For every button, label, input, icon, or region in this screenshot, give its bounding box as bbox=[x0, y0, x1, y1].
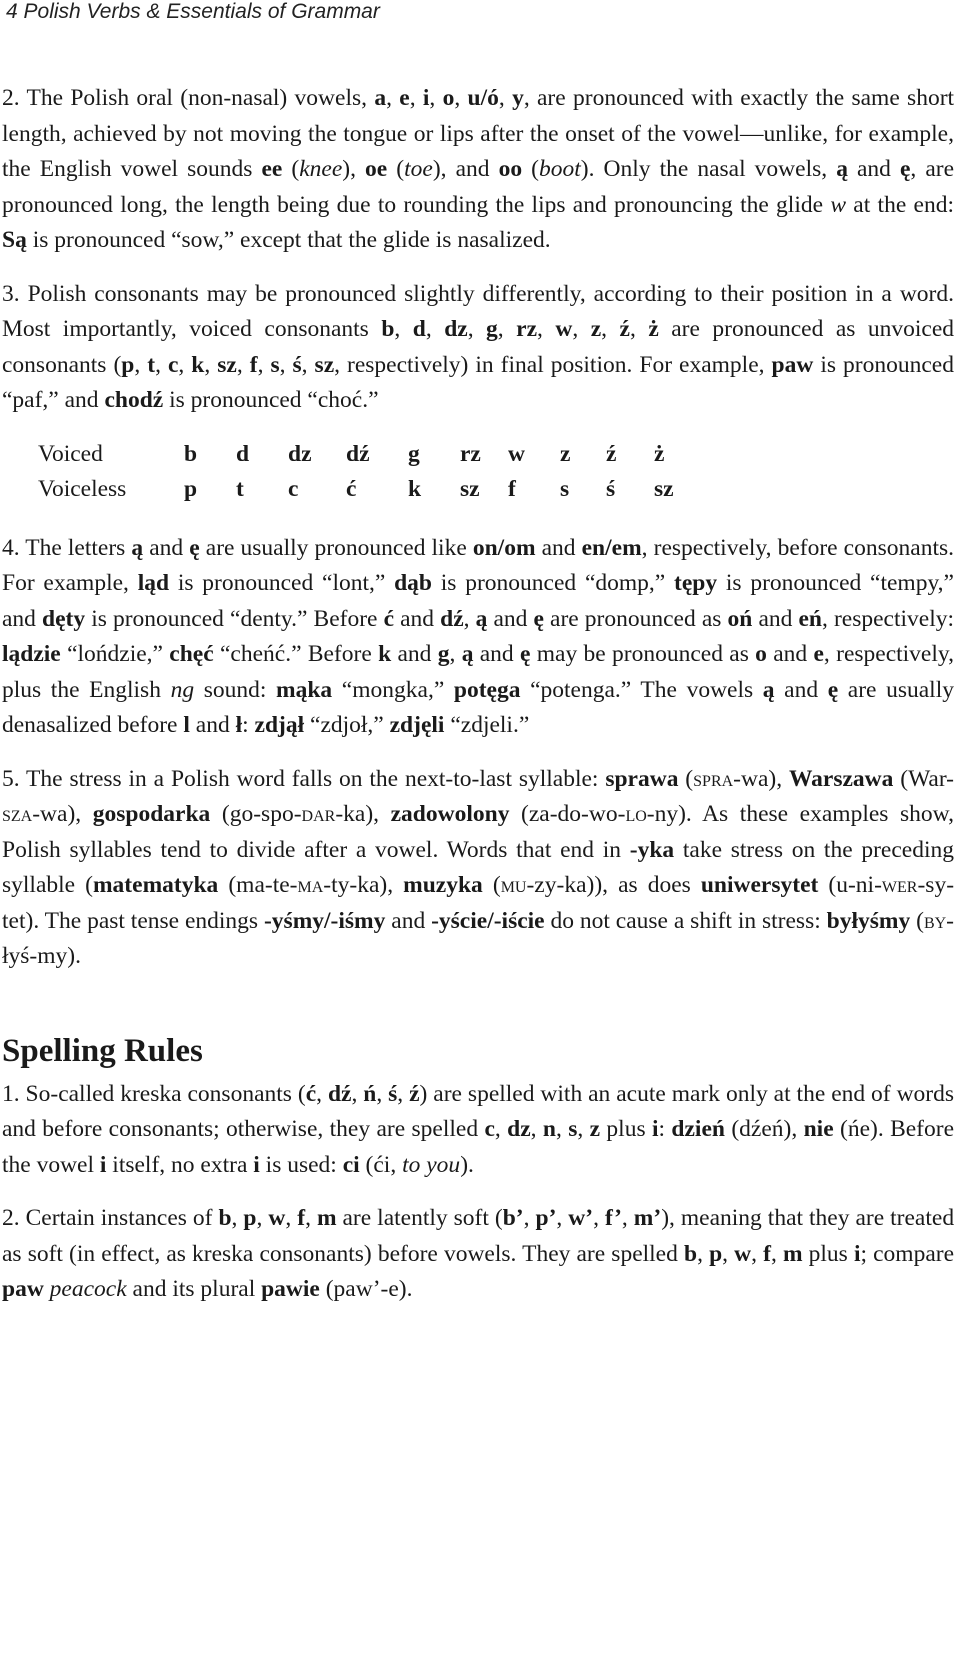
bold-term: k bbox=[378, 641, 392, 667]
text-run: (ma-te- bbox=[218, 872, 298, 898]
bold-term: zadowolony bbox=[390, 801, 510, 827]
bold-term: w bbox=[555, 316, 573, 342]
bold-term: sz bbox=[217, 351, 237, 378]
voiceless-cell: ś bbox=[606, 475, 616, 502]
bold-term: c bbox=[167, 351, 179, 378]
voiceless-cell: c bbox=[288, 475, 299, 502]
bold-term: e bbox=[813, 641, 824, 667]
bold-term: z bbox=[589, 1116, 601, 1142]
bold-term: s bbox=[270, 351, 280, 378]
text-run: 2. Certain instances of bbox=[2, 1205, 219, 1231]
text-run: ( bbox=[482, 872, 501, 898]
text-run: , bbox=[256, 1205, 269, 1231]
bold-term: p bbox=[121, 351, 135, 378]
text-run: and bbox=[391, 641, 438, 667]
bold-term: g bbox=[486, 316, 498, 342]
paragraph-stress bbox=[2, 762, 954, 975]
italic-term: knee bbox=[299, 156, 343, 182]
text-run: , bbox=[394, 316, 413, 342]
bold-term: ą bbox=[762, 676, 775, 703]
bold-term: ę bbox=[827, 676, 839, 703]
text-run: “mongka,” bbox=[332, 676, 454, 703]
bold-term: u/ó bbox=[467, 85, 499, 111]
text-run: (ńe). Before the vowel bbox=[2, 1116, 955, 1178]
text-run: , bbox=[305, 1205, 317, 1231]
bold-term: zdjął bbox=[254, 712, 305, 738]
text-run: , bbox=[449, 641, 462, 667]
text-run: : bbox=[658, 1116, 672, 1142]
text-run: and bbox=[774, 676, 828, 703]
text-run: and bbox=[473, 641, 520, 667]
voiceless-cell: sz bbox=[654, 475, 674, 502]
text-run: is pronounced “paf,” and bbox=[2, 351, 954, 413]
voiceless-row bbox=[38, 472, 694, 507]
bold-term: ź bbox=[619, 316, 630, 342]
bold-term: e bbox=[399, 85, 410, 111]
bold-term: b’ bbox=[502, 1205, 524, 1231]
text-run: ( bbox=[522, 156, 539, 182]
text-run: “zdjoł,” bbox=[304, 712, 390, 738]
bold-term: i bbox=[99, 1151, 107, 1178]
text-run: ), meaning that they are treated as soft (in effect, as kreska consonants) before vowels. They are spelled bbox=[2, 1205, 955, 1267]
bold-term: chęć bbox=[169, 641, 214, 667]
bold-term: dź bbox=[440, 605, 464, 632]
voiceless-label: Voiceless bbox=[38, 475, 127, 502]
bold-term: sprawa bbox=[605, 765, 679, 792]
text-run: , are pronounced long, the length being due to rounding the lips and pronouncing the glide bbox=[2, 156, 955, 218]
text-run: , bbox=[523, 1205, 536, 1231]
text-run: and bbox=[535, 534, 582, 561]
running-head: 4 Polish Verbs & Essentials of Grammar bbox=[6, 0, 380, 23]
text-run: do not cause a shift in stress: bbox=[544, 907, 827, 934]
text-run: ( bbox=[387, 156, 405, 182]
text-run: ; compare bbox=[860, 1240, 955, 1267]
text-run: , bbox=[429, 85, 443, 111]
text-run: at the end: bbox=[846, 191, 954, 218]
text-run: , bbox=[555, 1116, 569, 1142]
bold-term: -yście/-iście bbox=[431, 907, 545, 934]
voiced-cell: w bbox=[508, 440, 525, 467]
text-run: , bbox=[204, 351, 218, 378]
text-run: -sy-tet). The past tense endings bbox=[2, 872, 955, 934]
bold-term: l bbox=[183, 712, 190, 738]
text-run: are pronounced as unvoiced consonants ( bbox=[2, 316, 955, 378]
bold-term: oe bbox=[365, 156, 388, 182]
bold-term: c bbox=[484, 1116, 495, 1142]
bold-term: w bbox=[268, 1205, 286, 1231]
text-run: (ći, bbox=[359, 1151, 403, 1178]
voiced-cell: z bbox=[560, 440, 571, 467]
text-run: , bbox=[494, 1116, 508, 1142]
text-run: , bbox=[697, 1240, 710, 1267]
text-run: 2. The Polish oral (non-nasal) vowels, bbox=[2, 85, 375, 111]
bold-term: pawie bbox=[261, 1276, 320, 1302]
text-run: is pronounced “sow,” except that the glide is nasalized. bbox=[26, 227, 551, 253]
text-run: is pronounced “domp,” bbox=[431, 570, 674, 596]
italic-term: ng bbox=[170, 676, 195, 703]
text-run: -zy-ka)), as does bbox=[526, 872, 701, 898]
bold-term: s bbox=[568, 1116, 578, 1142]
voiced-cell: g bbox=[408, 440, 420, 467]
text-run: ( bbox=[910, 907, 924, 934]
text-run: take stress on the preceding syllable ( bbox=[2, 836, 954, 898]
stressed-syllable: ma bbox=[297, 872, 324, 898]
stressed-syllable: lo bbox=[625, 801, 647, 827]
text-run: and its plural bbox=[126, 1276, 262, 1302]
text-run: 5. The stress in a Polish word falls on the next-to-last syllable: bbox=[2, 765, 606, 792]
text-run: and bbox=[189, 712, 236, 738]
bold-term: i bbox=[651, 1116, 659, 1142]
bold-term: ee bbox=[261, 156, 283, 182]
bold-term: muzyka bbox=[403, 872, 483, 898]
text-run: , bbox=[134, 351, 148, 378]
bold-term: n bbox=[542, 1116, 556, 1142]
bold-term: tępy bbox=[674, 570, 718, 596]
bold-term: uniwersytet bbox=[700, 872, 819, 898]
text-run: is pronounced “tempy,” and bbox=[2, 570, 954, 632]
text-run: is pronounced “lont,” bbox=[169, 570, 395, 596]
text-run: and bbox=[385, 907, 432, 934]
text-run: , bbox=[463, 605, 476, 632]
text-run: ( bbox=[678, 765, 694, 792]
bold-term: gospodarka bbox=[92, 801, 211, 827]
bold-term: p’ bbox=[535, 1205, 557, 1231]
text-run: , bbox=[351, 1080, 364, 1107]
voiceless-cell: p bbox=[184, 475, 198, 502]
bold-term: k bbox=[191, 351, 205, 378]
voiced-label: Voiced bbox=[38, 440, 103, 467]
bold-term: p bbox=[243, 1205, 257, 1231]
voiced-cell: dź bbox=[346, 440, 370, 467]
bold-term: a bbox=[374, 85, 387, 111]
bold-term: dz bbox=[444, 316, 468, 342]
text-run: , bbox=[498, 85, 513, 111]
voiced-row bbox=[38, 437, 694, 472]
text-run: (dźeń), bbox=[724, 1116, 804, 1142]
text-run: , respectively, plus the English bbox=[2, 641, 954, 703]
bold-term: f bbox=[249, 351, 258, 378]
text-run: , bbox=[316, 1080, 328, 1107]
bold-term: b bbox=[218, 1205, 232, 1231]
text-run: 4. The letters bbox=[2, 534, 132, 561]
text-run: ). bbox=[460, 1151, 474, 1178]
bold-term: p bbox=[709, 1240, 723, 1267]
bold-term: ś bbox=[292, 351, 302, 378]
text-run: , respectively, before consonants. For example, bbox=[2, 534, 954, 596]
bold-term: ą bbox=[461, 641, 474, 667]
text-run: itself, no extra bbox=[106, 1151, 254, 1178]
text-run: , bbox=[770, 1240, 783, 1267]
text-run: , respectively: bbox=[821, 605, 954, 632]
bold-term: chodź bbox=[104, 387, 164, 413]
text-run: , respectively) in final position. For example, bbox=[334, 351, 772, 378]
text-run: (u-ni- bbox=[818, 872, 882, 898]
text-run: and bbox=[766, 641, 814, 667]
stressed-syllable: sza bbox=[2, 801, 33, 827]
text-run: , bbox=[301, 351, 315, 378]
text-run: , bbox=[376, 1080, 389, 1107]
bold-term: w’ bbox=[568, 1205, 594, 1231]
text-run: , bbox=[577, 1116, 590, 1142]
bold-term: ę bbox=[533, 605, 544, 632]
bold-term: -yśmy/-iśmy bbox=[263, 907, 386, 934]
text-run: plus bbox=[802, 1240, 854, 1267]
text-run: ( bbox=[282, 156, 300, 182]
bold-term: m’ bbox=[633, 1205, 662, 1231]
bold-term: y bbox=[512, 85, 524, 111]
bold-term: o bbox=[442, 85, 455, 111]
text-run: , bbox=[497, 316, 517, 342]
bold-term: zdjęli bbox=[389, 712, 445, 738]
bold-term: t bbox=[147, 351, 156, 378]
text-run: -ny). As these examples show, Polish syllables tend to divide after a vowel. Words that end in bbox=[2, 801, 954, 863]
stressed-syllable: dar bbox=[301, 801, 336, 827]
text-run: , bbox=[629, 316, 649, 342]
paragraph-kreska-consonants bbox=[2, 1077, 954, 1184]
text-run: and bbox=[847, 156, 900, 182]
bold-term: ż bbox=[648, 316, 659, 342]
text-run: is used: bbox=[259, 1151, 343, 1178]
bold-term: oń bbox=[727, 605, 753, 632]
text-run: , are pronounced with exactly the same short length, achieved by not moving the tongue or lips after the onset of the vowel—unlike, for example, the English vowel sounds bbox=[2, 85, 955, 182]
text-run: , bbox=[537, 316, 556, 342]
bold-term: m bbox=[316, 1205, 337, 1231]
bold-term: d bbox=[412, 316, 426, 342]
text-run: is pronounced “choć.” bbox=[163, 387, 379, 413]
bold-term: b bbox=[683, 1240, 698, 1267]
text-run: , bbox=[236, 351, 250, 378]
text-run: sound: bbox=[194, 676, 277, 703]
bold-term: potęga bbox=[453, 676, 521, 703]
bold-term: ci bbox=[342, 1151, 360, 1178]
text-run: “potenga.” The vowels bbox=[520, 676, 763, 703]
voiceless-cell: k bbox=[408, 475, 422, 502]
text-run: , bbox=[178, 351, 192, 378]
text-run: and bbox=[752, 605, 799, 632]
text-run: , bbox=[425, 316, 445, 342]
bold-term: o bbox=[755, 641, 767, 667]
text-run: and bbox=[394, 605, 441, 632]
bold-term: sz bbox=[314, 351, 335, 378]
bold-term: ląd bbox=[137, 570, 170, 596]
bold-term: f’ bbox=[604, 1205, 622, 1231]
voiceless-cell: t bbox=[236, 475, 244, 502]
bold-term: dęty bbox=[42, 605, 86, 632]
stressed-syllable: mu bbox=[500, 872, 527, 898]
text-run: , bbox=[593, 1205, 605, 1231]
bold-term: ń bbox=[363, 1080, 377, 1107]
text-run: are usually denasalized before bbox=[2, 676, 954, 738]
text-run: “cheńć.” Before bbox=[213, 641, 379, 667]
bold-term: ć bbox=[383, 605, 394, 632]
voiced-cell: dz bbox=[288, 440, 312, 467]
bold-term: on/om bbox=[472, 534, 536, 561]
text-run: (paw’-e). bbox=[319, 1276, 413, 1302]
text-run: (War- bbox=[893, 765, 954, 792]
bold-term: ś bbox=[388, 1080, 398, 1107]
voiceless-cell: sz bbox=[460, 475, 480, 502]
voiceless-cell: s bbox=[560, 475, 570, 502]
paragraph-latently-soft bbox=[2, 1201, 954, 1308]
italic-term: to you bbox=[402, 1151, 461, 1178]
bold-term: dz bbox=[507, 1116, 531, 1142]
bold-term: matematyka bbox=[92, 872, 219, 898]
stressed-syllable: by bbox=[923, 907, 947, 934]
bold-term: dź bbox=[327, 1080, 352, 1107]
text-run: are usually pronounced like bbox=[199, 534, 473, 561]
bold-term: ł bbox=[235, 712, 243, 738]
text-run: , bbox=[155, 351, 168, 378]
italic-term: toe bbox=[404, 156, 433, 182]
text-run: , bbox=[722, 1240, 735, 1267]
text-run: , bbox=[397, 1080, 410, 1107]
text-run: , bbox=[454, 85, 468, 111]
bold-term: Warszawa bbox=[788, 765, 894, 792]
text-run: , bbox=[409, 85, 423, 111]
voiced-cell: d bbox=[236, 440, 250, 467]
voiced-cell: rz bbox=[460, 440, 481, 467]
text-run: , bbox=[751, 1240, 764, 1267]
text-run: ) are spelled with an acute mark only at the end of words and before consonants; otherwise, they are spelled bbox=[2, 1080, 955, 1142]
bold-term: mąka bbox=[276, 676, 333, 703]
bold-term: ć bbox=[305, 1080, 317, 1107]
bold-term: ę bbox=[899, 156, 911, 182]
bold-term: -yka bbox=[629, 836, 675, 863]
italic-term: boot bbox=[538, 156, 581, 182]
text-run: are latently soft ( bbox=[336, 1205, 503, 1231]
text-run: 1. So-called kreska consonants ( bbox=[2, 1080, 306, 1107]
text-run: , bbox=[467, 316, 487, 342]
text-run: and bbox=[143, 534, 190, 561]
text-run: ), and bbox=[432, 156, 499, 182]
bold-term: m bbox=[782, 1240, 803, 1267]
bold-term: g bbox=[437, 641, 450, 667]
text-run: , bbox=[285, 1205, 298, 1231]
text-run: ). Only the nasal vowels, bbox=[580, 156, 837, 182]
text-run: , bbox=[572, 316, 591, 342]
italic-term: peacock bbox=[49, 1276, 127, 1302]
bold-term: ę bbox=[520, 641, 531, 667]
text-run: may be pronounced as bbox=[530, 641, 756, 667]
bold-term: Są bbox=[2, 227, 27, 253]
stressed-syllable: spra bbox=[693, 765, 734, 792]
voiced-cell: ź bbox=[606, 440, 617, 467]
text-run: and bbox=[487, 605, 534, 632]
stressed-syllable: wer bbox=[881, 872, 918, 898]
text-run: -wa), bbox=[733, 765, 789, 792]
text-run: , bbox=[556, 1205, 569, 1231]
bold-term: ę bbox=[189, 534, 200, 561]
bold-term: byłyśmy bbox=[826, 907, 911, 934]
bold-term: i bbox=[422, 85, 430, 111]
bold-term: z bbox=[590, 316, 602, 342]
section-heading: Spelling Rules bbox=[2, 1032, 203, 1069]
text-run: , bbox=[257, 351, 271, 378]
paragraph-consonant-devoicing bbox=[2, 277, 954, 419]
voicing-table bbox=[38, 437, 694, 507]
page-body bbox=[2, 81, 954, 1326]
text-run: : bbox=[242, 712, 255, 738]
bold-term: w bbox=[734, 1240, 752, 1267]
text-run: , bbox=[530, 1116, 543, 1142]
bold-term: ą bbox=[131, 534, 144, 561]
text-run: plus bbox=[600, 1116, 652, 1142]
bold-term: eń bbox=[798, 605, 822, 632]
text-run: -ka), bbox=[335, 801, 391, 827]
paragraph-nasal-vowels bbox=[2, 531, 954, 744]
bold-term: f bbox=[297, 1205, 306, 1231]
text-run: -ty-ka), bbox=[323, 872, 404, 898]
text-run: , bbox=[279, 351, 293, 378]
voiceless-cell: f bbox=[508, 475, 516, 502]
text-run: -wa), bbox=[32, 801, 93, 827]
voiceless-cell: ć bbox=[346, 475, 357, 502]
bold-term: f bbox=[763, 1240, 771, 1267]
bold-term: ą bbox=[836, 156, 848, 182]
voiced-cell: b bbox=[184, 440, 198, 467]
bold-term: lądzie bbox=[2, 641, 61, 667]
paragraph-oral-vowels bbox=[2, 81, 954, 259]
text-run: “zdjeli.” bbox=[444, 712, 530, 738]
bold-term: rz bbox=[516, 316, 538, 342]
bold-term: ą bbox=[475, 605, 488, 632]
text-run: (za-do-wo- bbox=[509, 801, 626, 827]
bold-term: paw bbox=[2, 1276, 44, 1302]
text-run: “lońdzie,” bbox=[60, 641, 170, 667]
bold-term: i bbox=[253, 1151, 260, 1178]
text-run: , bbox=[621, 1205, 634, 1231]
text-run: , bbox=[231, 1205, 244, 1231]
text-run: (go-spo- bbox=[210, 801, 302, 827]
bold-term: nie bbox=[803, 1116, 834, 1142]
text-run: , bbox=[601, 316, 620, 342]
text-run: is pronounced “denty.” Before bbox=[85, 605, 384, 632]
text-run: , bbox=[386, 85, 400, 111]
voiced-cell: ż bbox=[654, 440, 665, 467]
italic-term: w bbox=[830, 191, 847, 218]
bold-term: oo bbox=[498, 156, 523, 182]
bold-term: dzień bbox=[671, 1116, 725, 1142]
text-run: are pronounced as bbox=[543, 605, 728, 632]
bold-term: ź bbox=[409, 1080, 420, 1107]
text-run: -łyś-my). bbox=[2, 907, 954, 969]
text-run: ), bbox=[342, 156, 366, 182]
bold-term: en/em bbox=[581, 534, 642, 561]
bold-term: i bbox=[853, 1240, 861, 1267]
bold-term: paw bbox=[771, 351, 814, 378]
bold-term: b bbox=[381, 316, 395, 342]
text-run: 3. Polish consonants may be pronounced slightly differently, according to their position in a word. Most importantly, voiced consonants bbox=[2, 280, 954, 342]
bold-term: dąb bbox=[394, 570, 432, 596]
